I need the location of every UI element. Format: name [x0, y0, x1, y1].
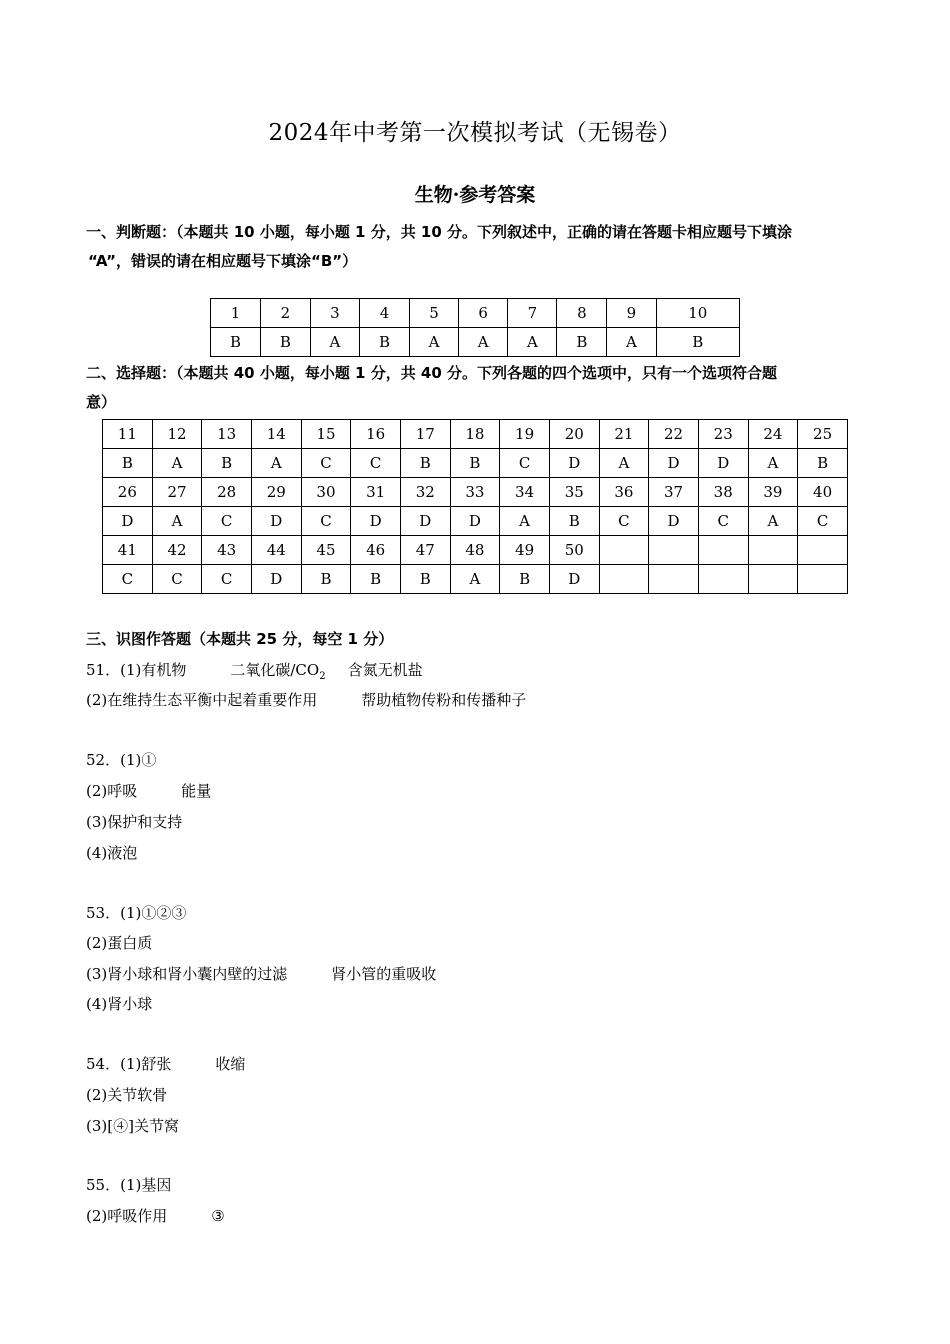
question-number-cell: 6: [459, 299, 508, 328]
answer-cell: B: [400, 565, 450, 594]
question-number-cell: 36: [599, 478, 649, 507]
answer-cell: C: [202, 565, 252, 594]
choice-answer-table: [102, 419, 848, 594]
table-row: [103, 478, 848, 507]
section2-heading: 二、选择题：（本题共 40 小题，每小题 1 分，共 40 分。下列各题的四个选项中，只有一个选项符合题: [86, 364, 778, 382]
answer-line: [86, 780, 211, 801]
answer-cell: B: [103, 449, 153, 478]
answer-cell: C: [798, 507, 848, 536]
q52-answer-5: (4)液泡: [86, 844, 138, 862]
answer-line: [86, 689, 526, 710]
answer-line: [86, 659, 423, 682]
q53-answer-2: (2)蛋白质: [86, 934, 153, 952]
question-number-cell: [698, 536, 748, 565]
answer-cell: D: [549, 449, 599, 478]
answer-cell: A: [450, 565, 500, 594]
q51-answer-2-subscript: 2: [319, 671, 326, 682]
q52-answer-1: 52．(1)①: [86, 751, 157, 769]
page-title: 2024年中考第一次模拟考试（无锡卷）: [268, 120, 682, 146]
answer-cell: A: [748, 449, 798, 478]
question-number-cell: 11: [103, 420, 153, 449]
answer-line: [86, 1053, 245, 1074]
section3-heading: 三、识图作答题（本题共 25 分，每空 1 分）: [86, 630, 394, 648]
answer-line: [86, 1205, 225, 1226]
table-row: [211, 328, 740, 357]
answer-cell: [599, 565, 649, 594]
question-number-cell: 25: [798, 420, 848, 449]
question-number-cell: 4: [360, 299, 410, 328]
question-number-cell: 21: [599, 420, 649, 449]
question-number-cell: 29: [251, 478, 301, 507]
question-number-cell: 9: [607, 299, 656, 328]
answer-cell: D: [450, 507, 500, 536]
q51-answer-5: 帮助植物传粉和传播种子: [361, 691, 527, 709]
question-number-cell: 35: [549, 478, 599, 507]
question-number-cell: 2: [260, 299, 310, 328]
question-number-cell: 20: [549, 420, 599, 449]
answer-cell: C: [103, 565, 153, 594]
question-number-cell: 5: [409, 299, 458, 328]
question-number-cell: 31: [351, 478, 401, 507]
answer-cell: D: [103, 507, 153, 536]
answer-cell: D: [549, 565, 599, 594]
table-row: [103, 507, 848, 536]
q52-answer-4: (3)保护和支持: [86, 813, 183, 831]
answer-cell: B: [301, 565, 351, 594]
question-number-cell: 37: [649, 478, 699, 507]
question-number-cell: [748, 536, 798, 565]
q51-answer-1: 51．(1)有机物: [86, 661, 187, 679]
answer-cell: B: [500, 565, 550, 594]
answer-cell: [748, 565, 798, 594]
answer-cell: B: [202, 449, 252, 478]
question-number-cell: 44: [251, 536, 301, 565]
q52-answer-3: 能量: [181, 782, 212, 800]
question-number-cell: 15: [301, 420, 351, 449]
answer-cell: C: [351, 449, 401, 478]
question-number-cell: 18: [450, 420, 500, 449]
answer-cell: B: [549, 507, 599, 536]
q51-answer-2-text: 二氧化碳/CO: [230, 661, 320, 679]
question-number-cell: [599, 536, 649, 565]
q52-answer-2: (2)呼吸: [86, 782, 138, 800]
question-number-cell: 43: [202, 536, 252, 565]
question-number-cell: 47: [400, 536, 450, 565]
answer-cell: D: [251, 507, 301, 536]
question-number-cell: 24: [748, 420, 798, 449]
question-number-cell: 28: [202, 478, 252, 507]
q53-answer-5: (4)肾小球: [86, 995, 153, 1013]
question-number-cell: 23: [698, 420, 748, 449]
table-row: [211, 299, 740, 328]
question-number-cell: 34: [500, 478, 550, 507]
q54-answer-3: (2)关节软骨: [86, 1086, 168, 1104]
answer-cell: D: [251, 565, 301, 594]
q54-answer-1: 54．(1)舒张: [86, 1055, 172, 1073]
table-row: [103, 536, 848, 565]
question-number-cell: [798, 536, 848, 565]
question-number-cell: 42: [152, 536, 202, 565]
question-number-cell: 7: [508, 299, 557, 328]
table-row: [103, 449, 848, 478]
question-number-cell: 33: [450, 478, 500, 507]
question-number-cell: 12: [152, 420, 202, 449]
answer-cell: B: [351, 565, 401, 594]
answer-cell: C: [301, 507, 351, 536]
answer-cell: B: [557, 328, 607, 357]
table-row: [103, 565, 848, 594]
question-number-cell: 8: [557, 299, 607, 328]
table-row: [103, 420, 848, 449]
section2-heading-continuation: 意）: [86, 393, 117, 411]
question-number-cell: 1: [211, 299, 261, 328]
answer-cell: C: [500, 449, 550, 478]
answer-cell: B: [798, 449, 848, 478]
answer-line: [86, 963, 436, 984]
answer-cell: C: [599, 507, 649, 536]
question-number-cell: 17: [400, 420, 450, 449]
answer-cell: C: [202, 507, 252, 536]
question-number-cell: 3: [310, 299, 359, 328]
question-number-cell: 50: [549, 536, 599, 565]
q54-answer-4: (3)[④]关节窝: [86, 1117, 179, 1135]
question-number-cell: 49: [500, 536, 550, 565]
question-number-cell: 45: [301, 536, 351, 565]
question-number-cell: 19: [500, 420, 550, 449]
question-number-cell: 27: [152, 478, 202, 507]
question-number-cell: 13: [202, 420, 252, 449]
answer-cell: C: [152, 565, 202, 594]
answer-cell: C: [301, 449, 351, 478]
answer-cell: A: [508, 328, 557, 357]
question-number-cell: 26: [103, 478, 153, 507]
answer-cell: A: [607, 328, 656, 357]
question-number-cell: 46: [351, 536, 401, 565]
question-number-cell: 40: [798, 478, 848, 507]
section1-heading: 一、判断题：（本题共 10 小题，每小题 1 分，共 10 分。下列叙述中，正确的请在答题卡相应题号下填涂: [86, 223, 793, 241]
answer-cell: [798, 565, 848, 594]
question-number-cell: 32: [400, 478, 450, 507]
answer-cell: D: [698, 449, 748, 478]
q55-answer-1: 55．(1)基因: [86, 1176, 172, 1194]
q53-answer-3: (3)肾小球和肾小囊内壁的过滤: [86, 965, 288, 983]
answer-cell: A: [310, 328, 359, 357]
question-number-cell: 14: [251, 420, 301, 449]
q51-answer-4: (2)在维持生态平衡中起着重要作用: [86, 691, 318, 709]
answer-cell: A: [599, 449, 649, 478]
question-number-cell: 39: [748, 478, 798, 507]
answer-cell: C: [698, 507, 748, 536]
answer-cell: A: [409, 328, 458, 357]
q55-answer-2: (2)呼吸作用: [86, 1207, 168, 1225]
question-number-cell: 22: [649, 420, 699, 449]
answer-cell: D: [649, 449, 699, 478]
section1-heading-continuation: “A”，错误的请在相应题号下填涂“B”）: [88, 252, 358, 270]
answer-cell: B: [360, 328, 410, 357]
question-number-cell: 41: [103, 536, 153, 565]
question-number-cell: 10: [656, 299, 739, 328]
question-number-cell: 30: [301, 478, 351, 507]
q54-answer-2: 收缩: [215, 1055, 246, 1073]
question-number-cell: 48: [450, 536, 500, 565]
answer-cell: A: [152, 507, 202, 536]
q55-answer-3: ③: [211, 1207, 225, 1225]
q53-answer-1: 53．(1)①②③: [86, 904, 187, 922]
answer-cell: B: [211, 328, 261, 357]
question-number-cell: [649, 536, 699, 565]
answer-cell: A: [500, 507, 550, 536]
question-number-cell: 38: [698, 478, 748, 507]
answer-cell: [649, 565, 699, 594]
answer-cell: D: [649, 507, 699, 536]
q53-answer-4: 肾小管的重吸收: [331, 965, 437, 983]
answer-cell: A: [152, 449, 202, 478]
judgement-answer-table: [210, 298, 740, 357]
answer-cell: B: [260, 328, 310, 357]
answer-cell: D: [400, 507, 450, 536]
page-subtitle: 生物·参考答案: [414, 184, 536, 206]
q51-answer-2: [230, 661, 326, 682]
question-number-cell: 16: [351, 420, 401, 449]
answer-cell: A: [251, 449, 301, 478]
answer-cell: B: [656, 328, 739, 357]
answer-cell: B: [400, 449, 450, 478]
q51-answer-3: 含氮无机盐: [347, 661, 423, 679]
answer-cell: D: [351, 507, 401, 536]
answer-cell: A: [459, 328, 508, 357]
answer-cell: A: [748, 507, 798, 536]
answer-cell: [698, 565, 748, 594]
answer-cell: B: [450, 449, 500, 478]
